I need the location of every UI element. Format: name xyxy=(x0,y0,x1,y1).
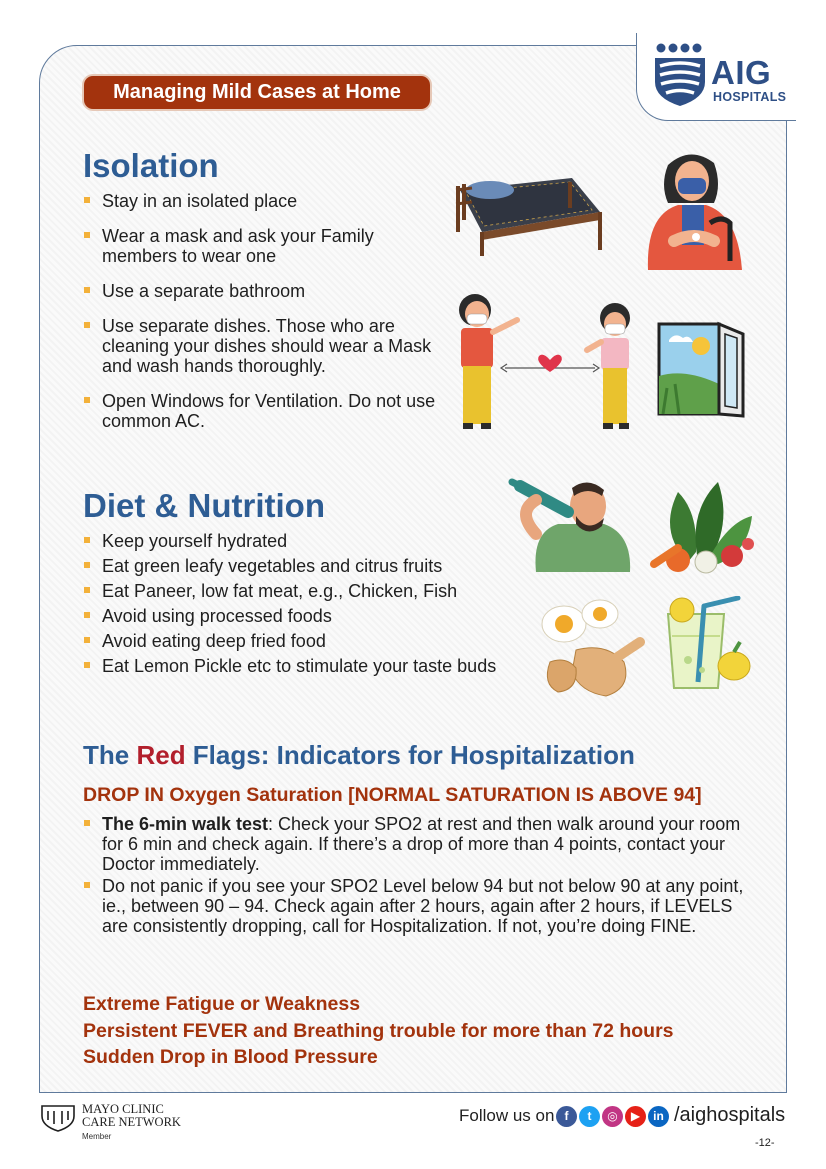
emphasis-lines xyxy=(83,991,674,1071)
logo-subtitle: HOSPITALS xyxy=(713,90,787,104)
list-item: Eat Lemon Pickle etc to stimulate your taste buds xyxy=(83,656,543,676)
title-red-word: Red xyxy=(136,740,186,770)
emphasis-line: Sudden Drop in Blood Pressure xyxy=(83,1046,378,1068)
list-item: Use a separate bathroom xyxy=(83,281,443,301)
aig-logo-icon xyxy=(652,42,708,108)
list-item: Use separate dishes. Those who are cleaning your dishes should wear a Mask and wash hands thoroughly. xyxy=(83,316,443,376)
bed-illustration xyxy=(452,160,604,260)
woman-washing-hands-illustration xyxy=(638,145,750,270)
network-member: Member xyxy=(82,1132,112,1141)
list-item: Keep yourself hydrated xyxy=(83,531,543,551)
title-part: Flags: Indicators for Hospitalization xyxy=(185,740,635,770)
instagram-icon[interactable]: ◎ xyxy=(602,1106,623,1127)
youtube-icon[interactable]: ▶ xyxy=(625,1106,646,1127)
item-text: Do not panic if you see your SPO2 Level below 94 but not below 90 at any point, ie., between 90 – 94. Check again after 2 hours, again after 2 hours, if LEVELS are consistently dropping, call for Hospitalization. If not, you’re doing FINE. xyxy=(102,876,744,936)
section-tag: Managing Mild Cases at Home xyxy=(84,76,430,109)
list-item xyxy=(83,876,748,936)
list-item: Stay in an isolated place xyxy=(83,191,443,211)
lemon-drink-illustration xyxy=(654,596,754,696)
list-item: Wear a mask and ask your Family members to wear one xyxy=(83,226,443,266)
oxygen-subheading: DROP IN Oxygen Saturation [NORMAL SATURATION IS ABOVE 94] xyxy=(83,784,702,806)
social-handle[interactable]: /aighospitals xyxy=(674,1104,786,1126)
man-drinking-water-illustration xyxy=(506,472,634,572)
eggs-and-chicken-illustration xyxy=(536,592,650,704)
network-line: MAYO CLINIC xyxy=(82,1102,164,1116)
logo-wordmark: AIG xyxy=(711,54,772,91)
facebook-icon[interactable]: f xyxy=(556,1106,577,1127)
item-text: : Check your SPO2 at rest and then walk around your room for 6 min and check again. If there’s a drop of more than 4 points, contact your Doctor immediately. xyxy=(102,814,741,874)
list-item: Avoid using processed foods xyxy=(83,606,543,626)
isolation-list xyxy=(83,191,443,446)
diet-list xyxy=(83,531,543,681)
mayo-network-text xyxy=(82,1103,181,1129)
isolation-heading: Isolation xyxy=(83,147,219,184)
social-distancing-illustration xyxy=(455,280,645,436)
red-flags-list xyxy=(83,814,748,938)
item-bold: The 6-min walk test xyxy=(102,814,269,834)
linkedin-icon[interactable]: in xyxy=(648,1106,669,1127)
list-item: Eat Paneer, low fat meat, e.g., Chicken, Fish xyxy=(83,581,543,601)
open-window-illustration xyxy=(655,318,747,418)
mayo-shield-icon xyxy=(40,1104,76,1132)
emphasis-line: Extreme Fatigue or Weakness xyxy=(83,993,361,1015)
list-item: Open Windows for Ventilation. Do not use common AC. xyxy=(83,391,443,431)
red-flags-heading xyxy=(83,740,635,771)
network-line: CARE NETWORK xyxy=(82,1115,181,1129)
leafy-vegetables-illustration xyxy=(648,472,760,574)
list-item: Eat green leafy vegetables and citrus fruits xyxy=(83,556,543,576)
twitter-icon[interactable]: t xyxy=(579,1106,600,1127)
page-number: -12- xyxy=(755,1137,775,1149)
list-item xyxy=(83,814,748,874)
list-item: Avoid eating deep fried food xyxy=(83,631,543,651)
title-part: The xyxy=(83,740,137,770)
follow-us-label: Follow us on xyxy=(459,1106,555,1125)
emphasis-line: Persistent FEVER and Breathing trouble for more than 72 hours xyxy=(83,1019,674,1042)
diet-heading: Diet & Nutrition xyxy=(83,487,325,524)
